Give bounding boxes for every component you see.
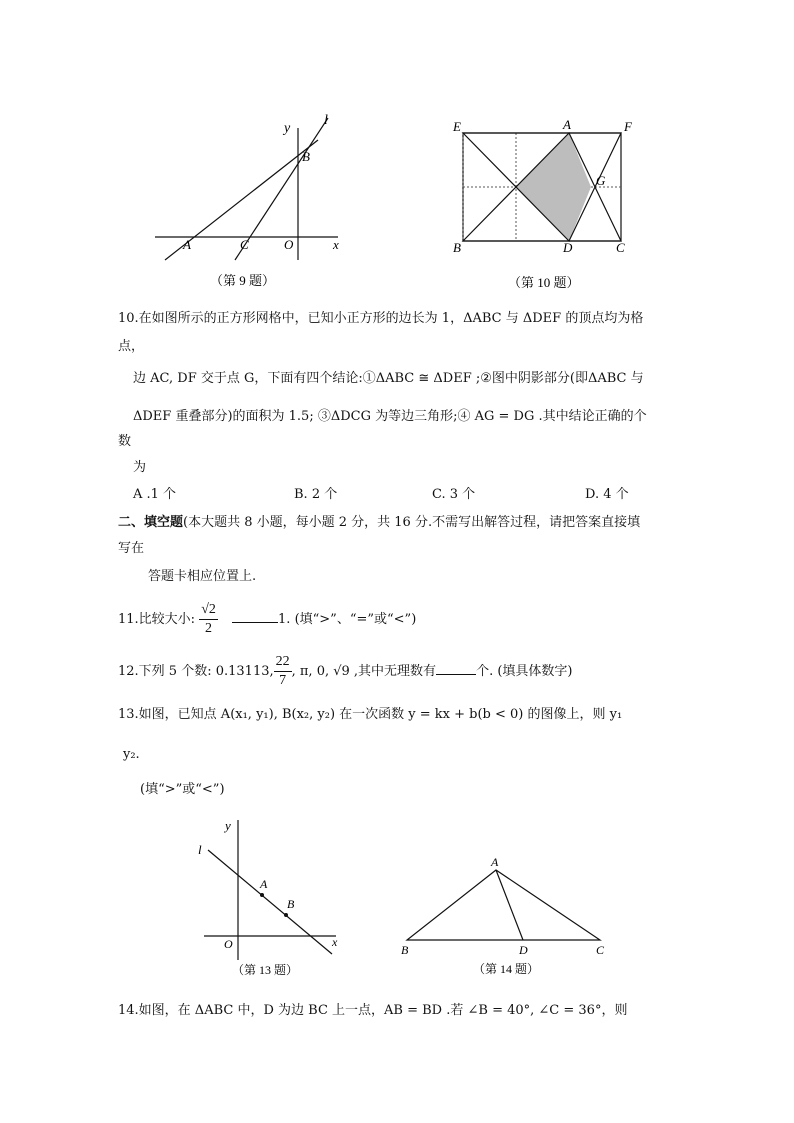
figure-9 — [150, 110, 350, 290]
q14-line1: 14.如图，在 ΔABC 中，D 为边 BC 上一点，AB = BD .若 ∠B = 40°, ∠C = 36°，则 — [118, 1003, 628, 1018]
label-C: C — [596, 943, 605, 957]
label-B: B — [302, 149, 310, 164]
figure-9-caption: （第 9 题） — [210, 273, 276, 288]
q10-line5: 数 — [118, 434, 132, 449]
label-B: B — [453, 240, 461, 255]
q12-numerator: 22 — [274, 653, 292, 672]
figure-10 — [448, 115, 648, 295]
figure-13-caption: （第 13 题） — [232, 963, 299, 977]
q11-suffix: 1. (填“>”、“=”或“<”) — [278, 612, 417, 627]
q10-option-a: A .1 个 — [133, 487, 177, 502]
figure-14 — [395, 852, 625, 982]
label-x: x — [333, 237, 339, 252]
q12-answer-blank[interactable] — [436, 662, 476, 675]
q10-line1: 10.在如图所示的正方形网格中，已知小正方形的边长为 1，ΔABC 与 ΔDEF 的顶点均为格 — [118, 311, 644, 326]
q12-prefix: 12.下列 5 个数: 0.13113, — [118, 664, 274, 679]
point-A — [260, 893, 264, 897]
label-O: O — [284, 237, 294, 252]
label-B: B — [287, 897, 295, 911]
q13-line3: (填“>”或“<”) — [140, 782, 225, 797]
q10-line4: ΔDEF 重叠部分)的面积为 1.5; ③ΔDCG 为等边三角形;④ AG = DG .其中结论正确的个 — [133, 409, 647, 424]
triangle-abc — [407, 870, 600, 940]
q12-fraction — [274, 653, 292, 690]
figure-13 — [192, 812, 352, 982]
label-y: y — [284, 121, 291, 136]
q12-suffix: 个. (填具体数字) — [476, 664, 573, 679]
q10-option-b: B. 2 个 — [294, 487, 338, 502]
label-A: A — [491, 855, 499, 869]
q11-prefix: 11.比较大小: — [118, 612, 196, 627]
label-A: A — [183, 237, 191, 252]
section2-desc: (本大题共 8 小题，每小题 2 分，共 16 分.不需写出解答过程，请把答案直接填 — [183, 515, 641, 530]
label-B: B — [401, 943, 409, 957]
q10-option-d: D. 4 个 — [585, 487, 629, 502]
q10-line3: 边 AC, DF 交于点 G，下面有四个结论:①ΔABC ≅ ΔDEF ;②图中阴影部分(即ΔABC 与 — [133, 371, 644, 386]
section2-line3: 答题卡相应位置上. — [148, 569, 257, 584]
label-O: O — [224, 937, 233, 951]
q11-fraction — [199, 601, 218, 638]
q10-line6: 为 — [133, 460, 147, 475]
section2-line2: 写在 — [118, 541, 145, 556]
label-l: l — [198, 842, 202, 857]
figure-10-caption: （第 10 题） — [508, 275, 580, 290]
q11-answer-blank[interactable] — [232, 610, 278, 623]
label-D: D — [519, 943, 528, 957]
label-y: y — [225, 818, 231, 833]
q12-mid: , π, 0, √9 ,其中无理数有 — [291, 664, 437, 679]
q13-line1: 13.如图，已知点 A(x₁, y₁), B(x₂, y₂) 在一次函数 y = kx + b(b < 0) 的图像上，则 y₁ — [118, 707, 623, 722]
point-B — [284, 913, 288, 917]
label-G: G — [596, 173, 606, 188]
segment-ad — [496, 870, 523, 940]
label-D: D — [563, 240, 573, 255]
q11 — [118, 600, 416, 640]
label-A: A — [563, 117, 571, 132]
label-x: x — [332, 935, 338, 949]
label-l: l — [324, 113, 328, 128]
label-C: C — [616, 240, 625, 255]
line-l — [235, 118, 328, 260]
q12 — [118, 652, 572, 692]
q12-denominator: 7 — [279, 673, 287, 688]
q11-denominator: 2 — [205, 621, 213, 636]
q11-numerator: √2 — [199, 601, 218, 620]
label-F: F — [624, 119, 632, 134]
label-C: C — [240, 237, 249, 252]
label-E: E — [453, 119, 461, 134]
section2-heading — [118, 514, 640, 532]
figure-14-caption: （第 14 题） — [473, 962, 540, 976]
label-A: A — [260, 877, 268, 891]
q10-line2: 点， — [118, 339, 145, 354]
q10-option-c: C. 3 个 — [432, 487, 476, 502]
q13-line2: y₂. — [123, 747, 140, 762]
section2-title: 二、填空题 — [118, 515, 184, 530]
